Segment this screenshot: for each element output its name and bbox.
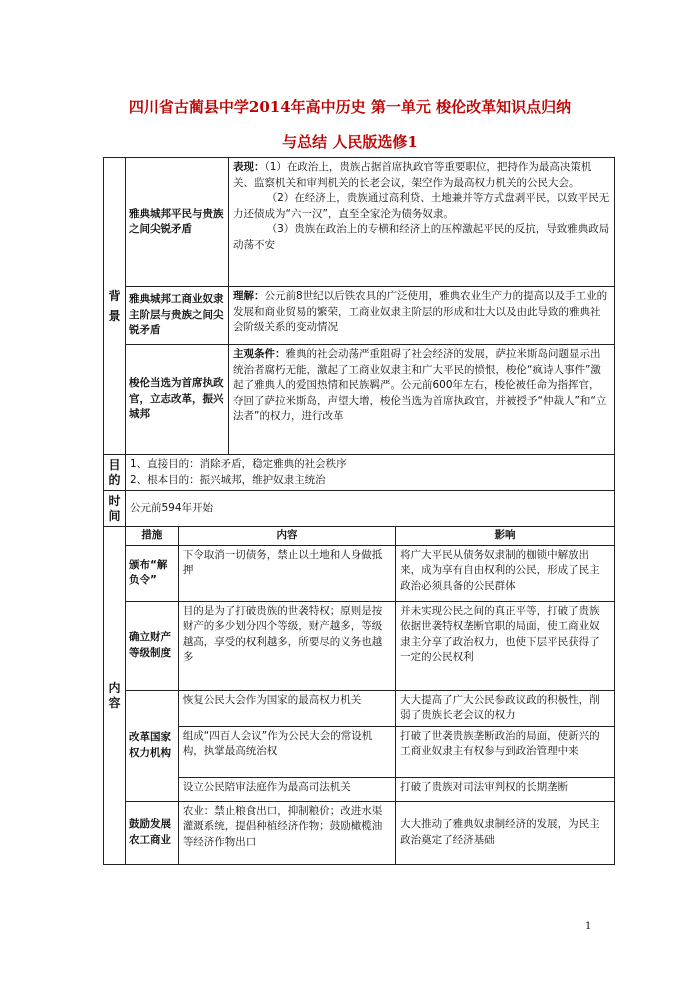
- measure-impact: 并未实现公民之间的真正平等，打破了贵族依据世袭特权垄断官职的局面，使工商业奴隶主分享了政治权力，也使下层平民获得了一定的公民权利: [396, 601, 614, 690]
- detail-paragraph: 雅典的社会动荡严重阻碍了社会经济的发展，萨拉米斯岛问题显示出统治者腐朽无能，激起了工商业奴隶主和广大平民的愤恨，梭伦“疯诗人事件”激起了雅典人的爱国热情和民族羁严。公元前600年左右，梭伦被任命为指挥官，夺回了萨拉米斯岛，声望大增，梭伦当选为首席执政官，并被授予“仲裁人”和“立法者”的权力，进行改革: [233, 348, 607, 422]
- purpose-line-2: 2、根本目的：振兴城邦，维护奴隶主统治: [130, 473, 326, 486]
- document-title-line-1: 四川省古蔺县中学2014年高中历史 第一单元 梭伦改革知识点归纳: [128, 98, 572, 116]
- measure-name: 确立财产等级制度: [126, 601, 178, 690]
- content-measures: [126, 527, 615, 865]
- background-topic-1: 雅典城邦平民与贵族之间尖锐矛盾: [126, 158, 229, 287]
- measure-impact: 将广大平民从债务奴隶制的枷锁中解放出来，成为享有自由权利的公民，形成了民主政治必须具备的公民群体: [396, 545, 614, 601]
- header-impact: 影响: [396, 527, 614, 545]
- knowledge-table: [103, 157, 615, 865]
- measures-table: [126, 527, 614, 864]
- background-topic-2: 雅典城邦工商业奴隶主阶层与贵族之间尖锐矛盾: [126, 287, 229, 345]
- measure-impact: 大大推动了雅典奴隶制经济的发展，为民主政治奠定了经济基础: [396, 801, 614, 864]
- detail-paragraph: （2）在经济上，贵族通过高利贷、土地兼并等方式盘剥平民，以致平民无力还债成为“六一汉”，直至全家沦为债务奴隶。: [233, 192, 610, 220]
- background-topic-3: 梭伦当选为首席执政官，立志改革，振兴城邦: [126, 345, 229, 455]
- section-label-time: 时间: [104, 491, 126, 527]
- purpose-detail: [126, 455, 615, 491]
- measure-content: 设立公民陪审法庭作为最高司法机关: [178, 777, 395, 801]
- measure-name: 改革国家权力机构: [126, 690, 178, 801]
- measure-content: 目的是为了打破贵族的世袭特权；原则是按财产的多少划分四个等级，财产越多，等级越高，享受的权利越多，所要尽的义务也越多: [178, 601, 395, 690]
- detail-lead: 主观条件：: [233, 348, 286, 360]
- detail-paragraph: 公元前8世纪以后铁农具的广泛使用，雅典农业生产力的提高以及手工业的发展和商业贸易的繁荣，工商业奴隶主阶层的形成和壮大以及由此导致的雅典社会阶级关系的变动情况: [233, 290, 608, 333]
- measure-impact: 大大提高了广大公民参政议政的积极性，削弱了贵族长老会议的权力: [396, 690, 614, 726]
- document-title-line-2: 与总结 人民版选修1: [282, 133, 418, 151]
- section-label-background: 背景: [104, 158, 126, 455]
- measure-impact: 打破了贵族对司法审判权的长期垄断: [396, 777, 614, 801]
- background-detail-2: [229, 287, 615, 345]
- detail-lead: 理解：: [233, 290, 265, 302]
- header-content: 内容: [178, 527, 395, 545]
- time-detail: 公元前594年开始: [126, 491, 615, 527]
- measure-name: 鼓励发展农工商业: [126, 801, 178, 864]
- measure-content: 下令取消一切债务，禁止以土地和人身做抵押: [178, 545, 395, 601]
- section-label-content: 内容: [104, 527, 126, 865]
- background-detail-1: [229, 158, 615, 287]
- section-label-purpose: 目的: [104, 455, 126, 491]
- measure-impact: 打破了世袭贵族垄断政治的局面，使新兴的工商业奴隶主有权参与到政治管理中来: [396, 726, 614, 777]
- page-number: 1: [585, 921, 592, 932]
- purpose-line-1: 1、直接目的：消除矛盾，稳定雅典的社会秩序: [130, 458, 347, 470]
- detail-lead: 表现：: [233, 161, 265, 173]
- measure-name: 颁布“解负令”: [126, 545, 178, 601]
- measure-content: 组成“四百人会议”作为公民大会的常设机构，执掌最高统治权: [178, 726, 395, 777]
- background-detail-3: [229, 345, 615, 455]
- header-measure: 措施: [126, 527, 178, 545]
- detail-paragraph: （3）贵族在政治上的专横和经济上的压榨激起平民的反抗，导致雅典政局动荡不安: [233, 223, 610, 251]
- measure-content: 农业：禁止粮食出口，抑制粮价；改进水渠灌溉系统，提倡种植经济作物；鼓励橄榄油等经济作物出口: [178, 801, 395, 864]
- measure-content: 恢复公民大会作为国家的最高权力机关: [178, 690, 395, 726]
- detail-paragraph: （1）在政治上，贵族占据首席执政官等重要职位，把持作为最高决策机关、监察机关和审判机关的长老会议，架空作为最高权力机关的公民大会。: [233, 161, 592, 189]
